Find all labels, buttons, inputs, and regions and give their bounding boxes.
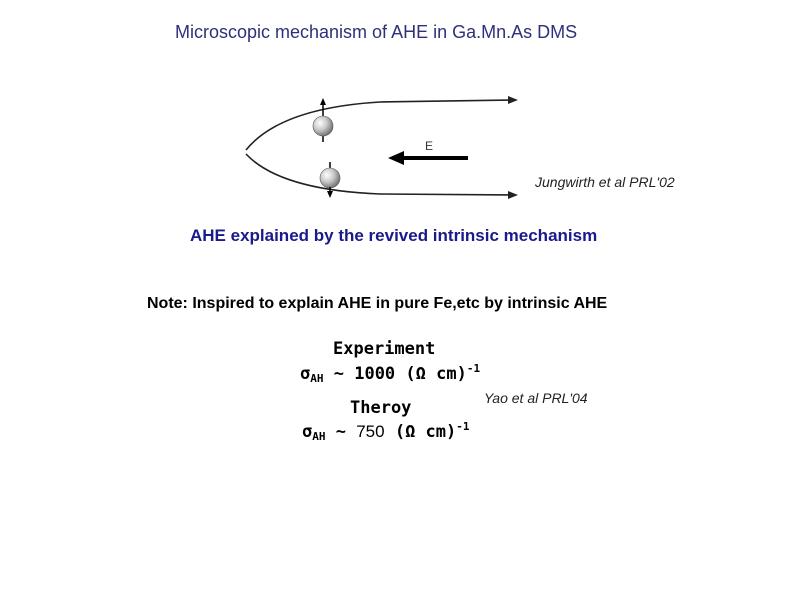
- unit: (Ω cm): [395, 364, 467, 384]
- note-text: Note: Inspired to explain AHE in pure Fe,etc by intrinsic AHE: [147, 295, 608, 312]
- unit: (Ω cm): [384, 422, 457, 442]
- upper-trajectory-curve: [246, 100, 512, 150]
- sigma-subscript: AH: [310, 372, 324, 385]
- electron-trajectory-diagram: [240, 90, 530, 200]
- upper-spin-arrowhead: [320, 98, 326, 105]
- sigma-symbol: σ: [300, 364, 311, 384]
- tilde: ~: [323, 364, 355, 384]
- experiment-label: Experiment: [333, 339, 436, 359]
- citation-jungwirth: Jungwirth et al PRL'02: [535, 174, 675, 190]
- lower-trajectory-arrowhead: [508, 191, 518, 199]
- tilde: ~: [325, 422, 357, 442]
- theory-label: Theroy: [350, 398, 412, 418]
- exponent: -1: [456, 420, 470, 433]
- theory-value: 750: [356, 422, 385, 441]
- slide-title: Microscopic mechanism of AHE in Ga.Mn.As DMS: [175, 22, 578, 42]
- citation-yao: Yao et al PRL'04: [484, 390, 588, 406]
- sigma-subscript: AH: [312, 430, 326, 443]
- experiment-formula: [300, 362, 480, 385]
- ahe-statement: AHE explained by the revived intrinsic mechanism: [190, 226, 598, 245]
- electric-field-arrowhead: [388, 151, 404, 165]
- lower-spin-arrowhead: [327, 191, 333, 198]
- sigma-symbol: σ: [302, 422, 313, 442]
- lower-electron-sphere: [320, 168, 340, 188]
- electric-field-label: E: [425, 139, 434, 153]
- upper-electron-sphere: [313, 116, 333, 136]
- upper-trajectory-arrowhead: [508, 96, 518, 104]
- theory-formula: [302, 420, 470, 443]
- experiment-value: 1000: [354, 364, 396, 384]
- lower-trajectory-curve: [246, 154, 512, 195]
- exponent: -1: [466, 362, 481, 375]
